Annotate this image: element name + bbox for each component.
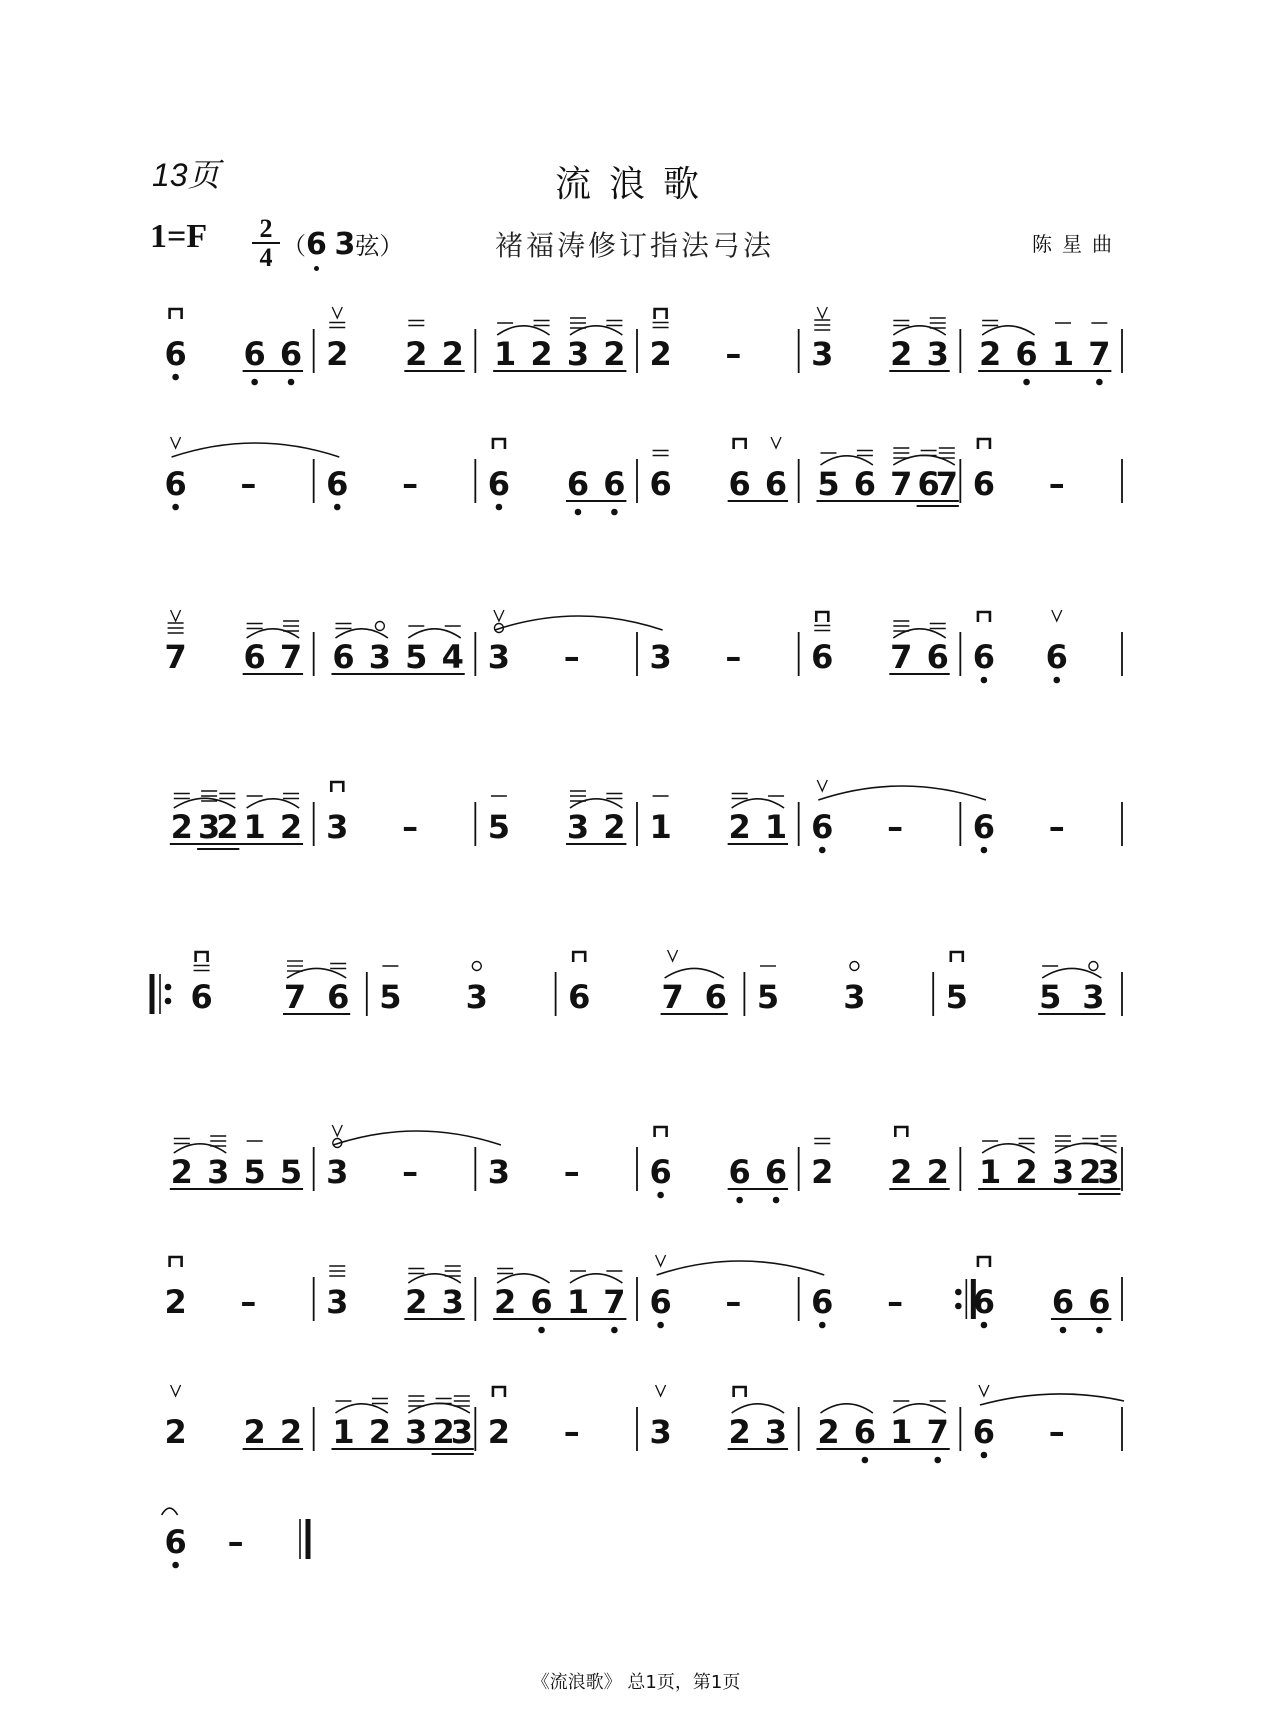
note-6: 6 — [1045, 638, 1068, 676]
note-2: 2 — [441, 335, 464, 373]
note-5: 5 — [756, 978, 780, 1016]
note-6: 6 — [728, 465, 751, 503]
note-7: 7 — [603, 1283, 626, 1321]
note-3: 3 — [843, 978, 866, 1016]
low-octave-dot — [611, 1327, 618, 1334]
note-3: 3 — [811, 335, 834, 373]
note-2: 2 — [728, 1413, 751, 1451]
low-octave-dot — [334, 504, 341, 511]
repeat-dot — [955, 1303, 962, 1310]
slur-arc — [893, 1404, 945, 1413]
down-bow-mark — [655, 309, 667, 319]
low-octave-dot — [657, 1322, 664, 1329]
low-octave-dot — [575, 509, 582, 516]
finger-mark-open — [850, 962, 859, 971]
dash-sustain: – — [563, 1153, 580, 1191]
note-3: 3 — [926, 335, 949, 373]
note-6: 6 — [728, 1153, 751, 1191]
slur-arc — [570, 799, 622, 808]
tie-arc — [333, 1131, 501, 1145]
note-7: 7 — [1088, 335, 1111, 373]
low-octave-dot — [1096, 1327, 1103, 1334]
composer-credit: 陈星曲 — [1032, 232, 1122, 256]
tie-arc — [495, 616, 663, 630]
note-2: 2 — [494, 1283, 517, 1321]
slur-arc — [893, 455, 955, 465]
note-3: 3 — [487, 638, 511, 676]
slur-arc — [893, 326, 945, 335]
note-3: 3 — [441, 1283, 464, 1321]
low-octave-dot — [981, 1322, 988, 1329]
note-1: 1 — [494, 335, 517, 373]
tuning-open-paren: （ — [282, 232, 306, 260]
note-6: 6 — [190, 978, 213, 1016]
dash-sustain: – — [887, 1283, 904, 1321]
note-3: 3 — [326, 808, 349, 846]
low-octave-dot — [1096, 379, 1103, 386]
down-bow-mark — [170, 1257, 182, 1267]
dash-sustain: – — [563, 1413, 580, 1451]
low-octave-dot — [172, 504, 179, 511]
note-6: 6 — [243, 638, 266, 676]
note-3: 3 — [487, 1153, 511, 1191]
note-6: 6 — [164, 465, 187, 503]
note-6: 6 — [811, 638, 834, 676]
low-octave-dot — [934, 1457, 941, 1464]
low-octave-dot — [981, 677, 988, 684]
note-3: 3 — [649, 1413, 672, 1451]
note-2: 2 — [926, 1153, 949, 1191]
low-octave-dot — [819, 1322, 826, 1329]
low-octave-dot — [862, 1457, 869, 1464]
down-bow-mark — [170, 309, 182, 319]
down-bow-mark — [895, 1127, 907, 1137]
low-octave-dot — [538, 1327, 545, 1334]
repeat-dot — [165, 998, 172, 1005]
tie-arc — [172, 443, 340, 457]
note-6: 6 — [926, 638, 949, 676]
low-octave-dot — [611, 509, 618, 516]
note-3: 3 — [326, 1283, 349, 1321]
dash-sustain: – — [227, 1523, 244, 1561]
low-octave-dot — [1053, 677, 1060, 684]
dash-sustain: – — [563, 638, 580, 676]
note-5: 5 — [487, 808, 511, 846]
note-5: 5 — [817, 465, 840, 503]
tuning-suffix: 弦） — [355, 232, 404, 260]
dash-sustain: – — [725, 1283, 742, 1321]
note-3: 3 — [405, 1413, 428, 1451]
note-2: 2 — [405, 335, 428, 373]
slur-arc — [408, 629, 460, 638]
slur-arc — [820, 456, 872, 465]
note-1: 1 — [1051, 335, 1075, 373]
note-6: 6 — [853, 465, 877, 503]
note-7: 7 — [279, 638, 303, 676]
note-2: 2 — [279, 1413, 303, 1451]
song-title: 流浪歌 — [554, 164, 717, 205]
note-1: 1 — [243, 808, 266, 846]
up-bow-mark — [332, 1125, 342, 1136]
page-number-label: 13页 — [152, 157, 220, 193]
up-bow-mark — [656, 1255, 666, 1266]
note-7: 7 — [935, 465, 958, 503]
note-6: 6 — [649, 465, 672, 503]
tuning-low-note: 6 — [306, 227, 327, 262]
down-bow-mark — [978, 1257, 990, 1267]
dash-sustain: – — [402, 808, 419, 846]
note-6: 6 — [972, 1283, 996, 1321]
dash-sustain: – — [240, 1283, 257, 1321]
slur-arc — [408, 1274, 460, 1283]
note-6: 6 — [704, 978, 727, 1016]
subtitle-fingering-note: 褚福涛修订指法弓法 — [495, 229, 775, 262]
note-2: 2 — [1079, 1153, 1102, 1191]
dash-sustain: – — [725, 335, 742, 373]
note-7: 7 — [164, 638, 187, 676]
dash-sustain: – — [240, 465, 257, 503]
note-6: 6 — [487, 465, 511, 503]
note-3: 3 — [450, 1413, 473, 1451]
note-6: 6 — [972, 638, 996, 676]
note-3: 3 — [1051, 1153, 1075, 1191]
note-6: 6 — [917, 465, 940, 503]
note-1: 1 — [566, 1283, 590, 1321]
down-bow-mark — [196, 952, 208, 962]
note-5: 5 — [945, 978, 968, 1016]
low-octave-dot — [172, 374, 179, 381]
key-signature: 1=F — [150, 218, 208, 255]
note-7: 7 — [926, 1413, 949, 1451]
note-2: 2 — [1015, 1153, 1038, 1191]
down-bow-mark — [655, 1127, 667, 1137]
note-6: 6 — [603, 465, 626, 503]
note-3: 3 — [1097, 1153, 1120, 1191]
note-2: 2 — [243, 1413, 266, 1451]
note-6: 6 — [649, 1283, 672, 1321]
note-3: 3 — [465, 978, 488, 1016]
down-bow-mark — [573, 952, 585, 962]
note-5: 5 — [1039, 978, 1062, 1016]
slur-arc — [570, 326, 622, 335]
note-3: 3 — [207, 1153, 230, 1191]
slur-arc — [174, 1144, 226, 1153]
repeat-dot — [955, 1289, 962, 1296]
note-2: 2 — [979, 335, 1002, 373]
note-6: 6 — [326, 465, 349, 503]
slur-arc — [247, 799, 299, 808]
slur-arc — [174, 798, 236, 808]
note-2: 2 — [890, 335, 913, 373]
tie-arc — [818, 786, 986, 800]
low-octave-dot — [1060, 1327, 1067, 1334]
low-octave-dot — [819, 847, 826, 854]
down-bow-mark — [493, 1387, 505, 1397]
up-bow-mark — [656, 1385, 666, 1396]
note-1: 1 — [890, 1413, 913, 1451]
note-6: 6 — [649, 1153, 672, 1191]
down-bow-mark — [978, 612, 990, 622]
note-5: 5 — [279, 1153, 303, 1191]
up-bow-mark — [668, 950, 678, 961]
note-2: 2 — [216, 808, 239, 846]
note-3: 3 — [649, 638, 672, 676]
finger-mark-open — [375, 622, 384, 631]
note-6: 6 — [327, 978, 350, 1016]
note-2: 2 — [164, 1413, 187, 1451]
note-2: 2 — [279, 808, 303, 846]
slur-arc — [247, 629, 299, 638]
note-3: 3 — [326, 1153, 349, 1191]
up-bow-mark — [171, 437, 181, 448]
note-2: 2 — [487, 1413, 511, 1451]
note-2: 2 — [603, 808, 626, 846]
note-2: 2 — [405, 1283, 428, 1321]
note-5: 5 — [243, 1153, 266, 1191]
note-3: 3 — [566, 335, 590, 373]
note-3: 3 — [1082, 978, 1105, 1016]
note-6: 6 — [566, 465, 590, 503]
slur-arc — [732, 1404, 784, 1413]
slur-arc — [893, 629, 945, 638]
tie-arc — [657, 1261, 825, 1275]
low-octave-dot — [1023, 379, 1030, 386]
note-7: 7 — [890, 638, 913, 676]
note-1: 1 — [649, 808, 672, 846]
note-6: 6 — [764, 1153, 788, 1191]
note-6: 6 — [164, 335, 187, 373]
low-octave-dot — [172, 1562, 179, 1569]
note-3: 3 — [368, 638, 392, 676]
up-bow-mark — [817, 307, 827, 318]
tie-arc-continued — [980, 1394, 1124, 1405]
slur-arc — [665, 968, 724, 978]
down-bow-mark — [734, 439, 746, 449]
note-6: 6 — [811, 808, 834, 846]
note-5: 5 — [379, 978, 402, 1016]
down-bow-mark — [493, 439, 505, 449]
note-6: 6 — [332, 638, 355, 676]
tie-arc — [162, 1508, 178, 1515]
note-1: 1 — [332, 1413, 355, 1451]
note-6: 6 — [972, 808, 996, 846]
note-6: 6 — [243, 335, 266, 373]
dash-sustain: – — [1048, 465, 1065, 503]
low-octave-dot — [288, 379, 295, 386]
note-2: 2 — [890, 1153, 913, 1191]
slur-arc — [1055, 1143, 1117, 1153]
down-bow-mark — [331, 782, 343, 792]
note-2: 2 — [170, 1153, 193, 1191]
up-bow-mark — [979, 1385, 989, 1396]
up-bow-mark — [817, 780, 827, 791]
note-2: 2 — [530, 335, 553, 373]
low-octave-dot — [657, 1192, 664, 1199]
slur-arc — [497, 326, 549, 335]
note-1: 1 — [979, 1153, 1002, 1191]
down-bow-mark — [951, 952, 963, 962]
low-octave-dot — [736, 1197, 743, 1204]
note-6: 6 — [164, 1523, 187, 1561]
low-octave-dot — [773, 1197, 780, 1204]
note-3: 3 — [197, 808, 221, 846]
note-2: 2 — [170, 808, 193, 846]
note-2: 2 — [817, 1413, 840, 1451]
low-octave-dot — [496, 504, 503, 511]
slur-arc — [732, 799, 784, 808]
note-7: 7 — [283, 978, 307, 1016]
note-2: 2 — [164, 1283, 187, 1321]
up-bow-mark — [171, 610, 181, 621]
up-bow-mark — [494, 610, 504, 621]
note-6: 6 — [853, 1413, 877, 1451]
note-6: 6 — [279, 335, 303, 373]
slur-arc — [982, 326, 1034, 335]
down-bow-mark — [816, 612, 828, 622]
note-1: 1 — [764, 808, 788, 846]
note-3: 3 — [764, 1413, 788, 1451]
note-2: 2 — [326, 335, 349, 373]
note-6: 6 — [1015, 335, 1038, 373]
slur-arc — [497, 1274, 549, 1283]
note-2: 2 — [649, 335, 672, 373]
note-4: 4 — [441, 638, 464, 676]
low-octave-dot — [981, 847, 988, 854]
dash-sustain: – — [725, 638, 742, 676]
note-2: 2 — [728, 808, 751, 846]
dash-sustain: – — [402, 1153, 419, 1191]
note-7: 7 — [890, 465, 913, 503]
low-octave-dot — [981, 1452, 988, 1459]
down-bow-mark — [734, 1387, 746, 1397]
slur-arc — [570, 1274, 622, 1283]
up-bow-mark — [771, 437, 781, 448]
dash-sustain: – — [1048, 1413, 1065, 1451]
slur-arc — [408, 1403, 470, 1413]
down-bow-mark — [978, 439, 990, 449]
note-3: 3 — [566, 808, 590, 846]
dash-sustain: – — [402, 465, 419, 503]
dash-sustain: – — [1048, 808, 1065, 846]
note-6: 6 — [530, 1283, 553, 1321]
note-6: 6 — [764, 465, 788, 503]
note-6: 6 — [972, 465, 996, 503]
finger-mark-open — [472, 962, 481, 971]
time-signature-bottom: 4 — [259, 243, 273, 272]
up-bow-mark — [171, 1385, 181, 1396]
note-2: 2 — [368, 1413, 392, 1451]
note-2: 2 — [811, 1153, 834, 1191]
repeat-dot — [165, 984, 172, 991]
note-2: 2 — [603, 335, 626, 373]
slur-arc — [982, 1144, 1034, 1153]
note-6: 6 — [568, 978, 591, 1016]
slur-arc — [335, 1404, 387, 1413]
dash-sustain: – — [887, 808, 904, 846]
note-7: 7 — [661, 978, 684, 1016]
note-5: 5 — [405, 638, 428, 676]
note-6: 6 — [972, 1413, 996, 1451]
time-signature-top: 2 — [259, 214, 273, 243]
finger-mark-open — [1089, 962, 1098, 971]
up-bow-mark — [1052, 610, 1062, 621]
note-2: 2 — [432, 1413, 455, 1451]
page-footer: 《流浪歌》 总1页，第1页 — [531, 1672, 741, 1693]
slur-arc — [287, 968, 346, 978]
up-bow-mark — [332, 307, 342, 318]
note-6: 6 — [1051, 1283, 1075, 1321]
note-6: 6 — [811, 1283, 834, 1321]
tuning-high-note: 3 — [334, 227, 356, 262]
low-octave-dot — [251, 379, 258, 386]
note-6: 6 — [1088, 1283, 1111, 1321]
slur-arc — [820, 1404, 872, 1413]
